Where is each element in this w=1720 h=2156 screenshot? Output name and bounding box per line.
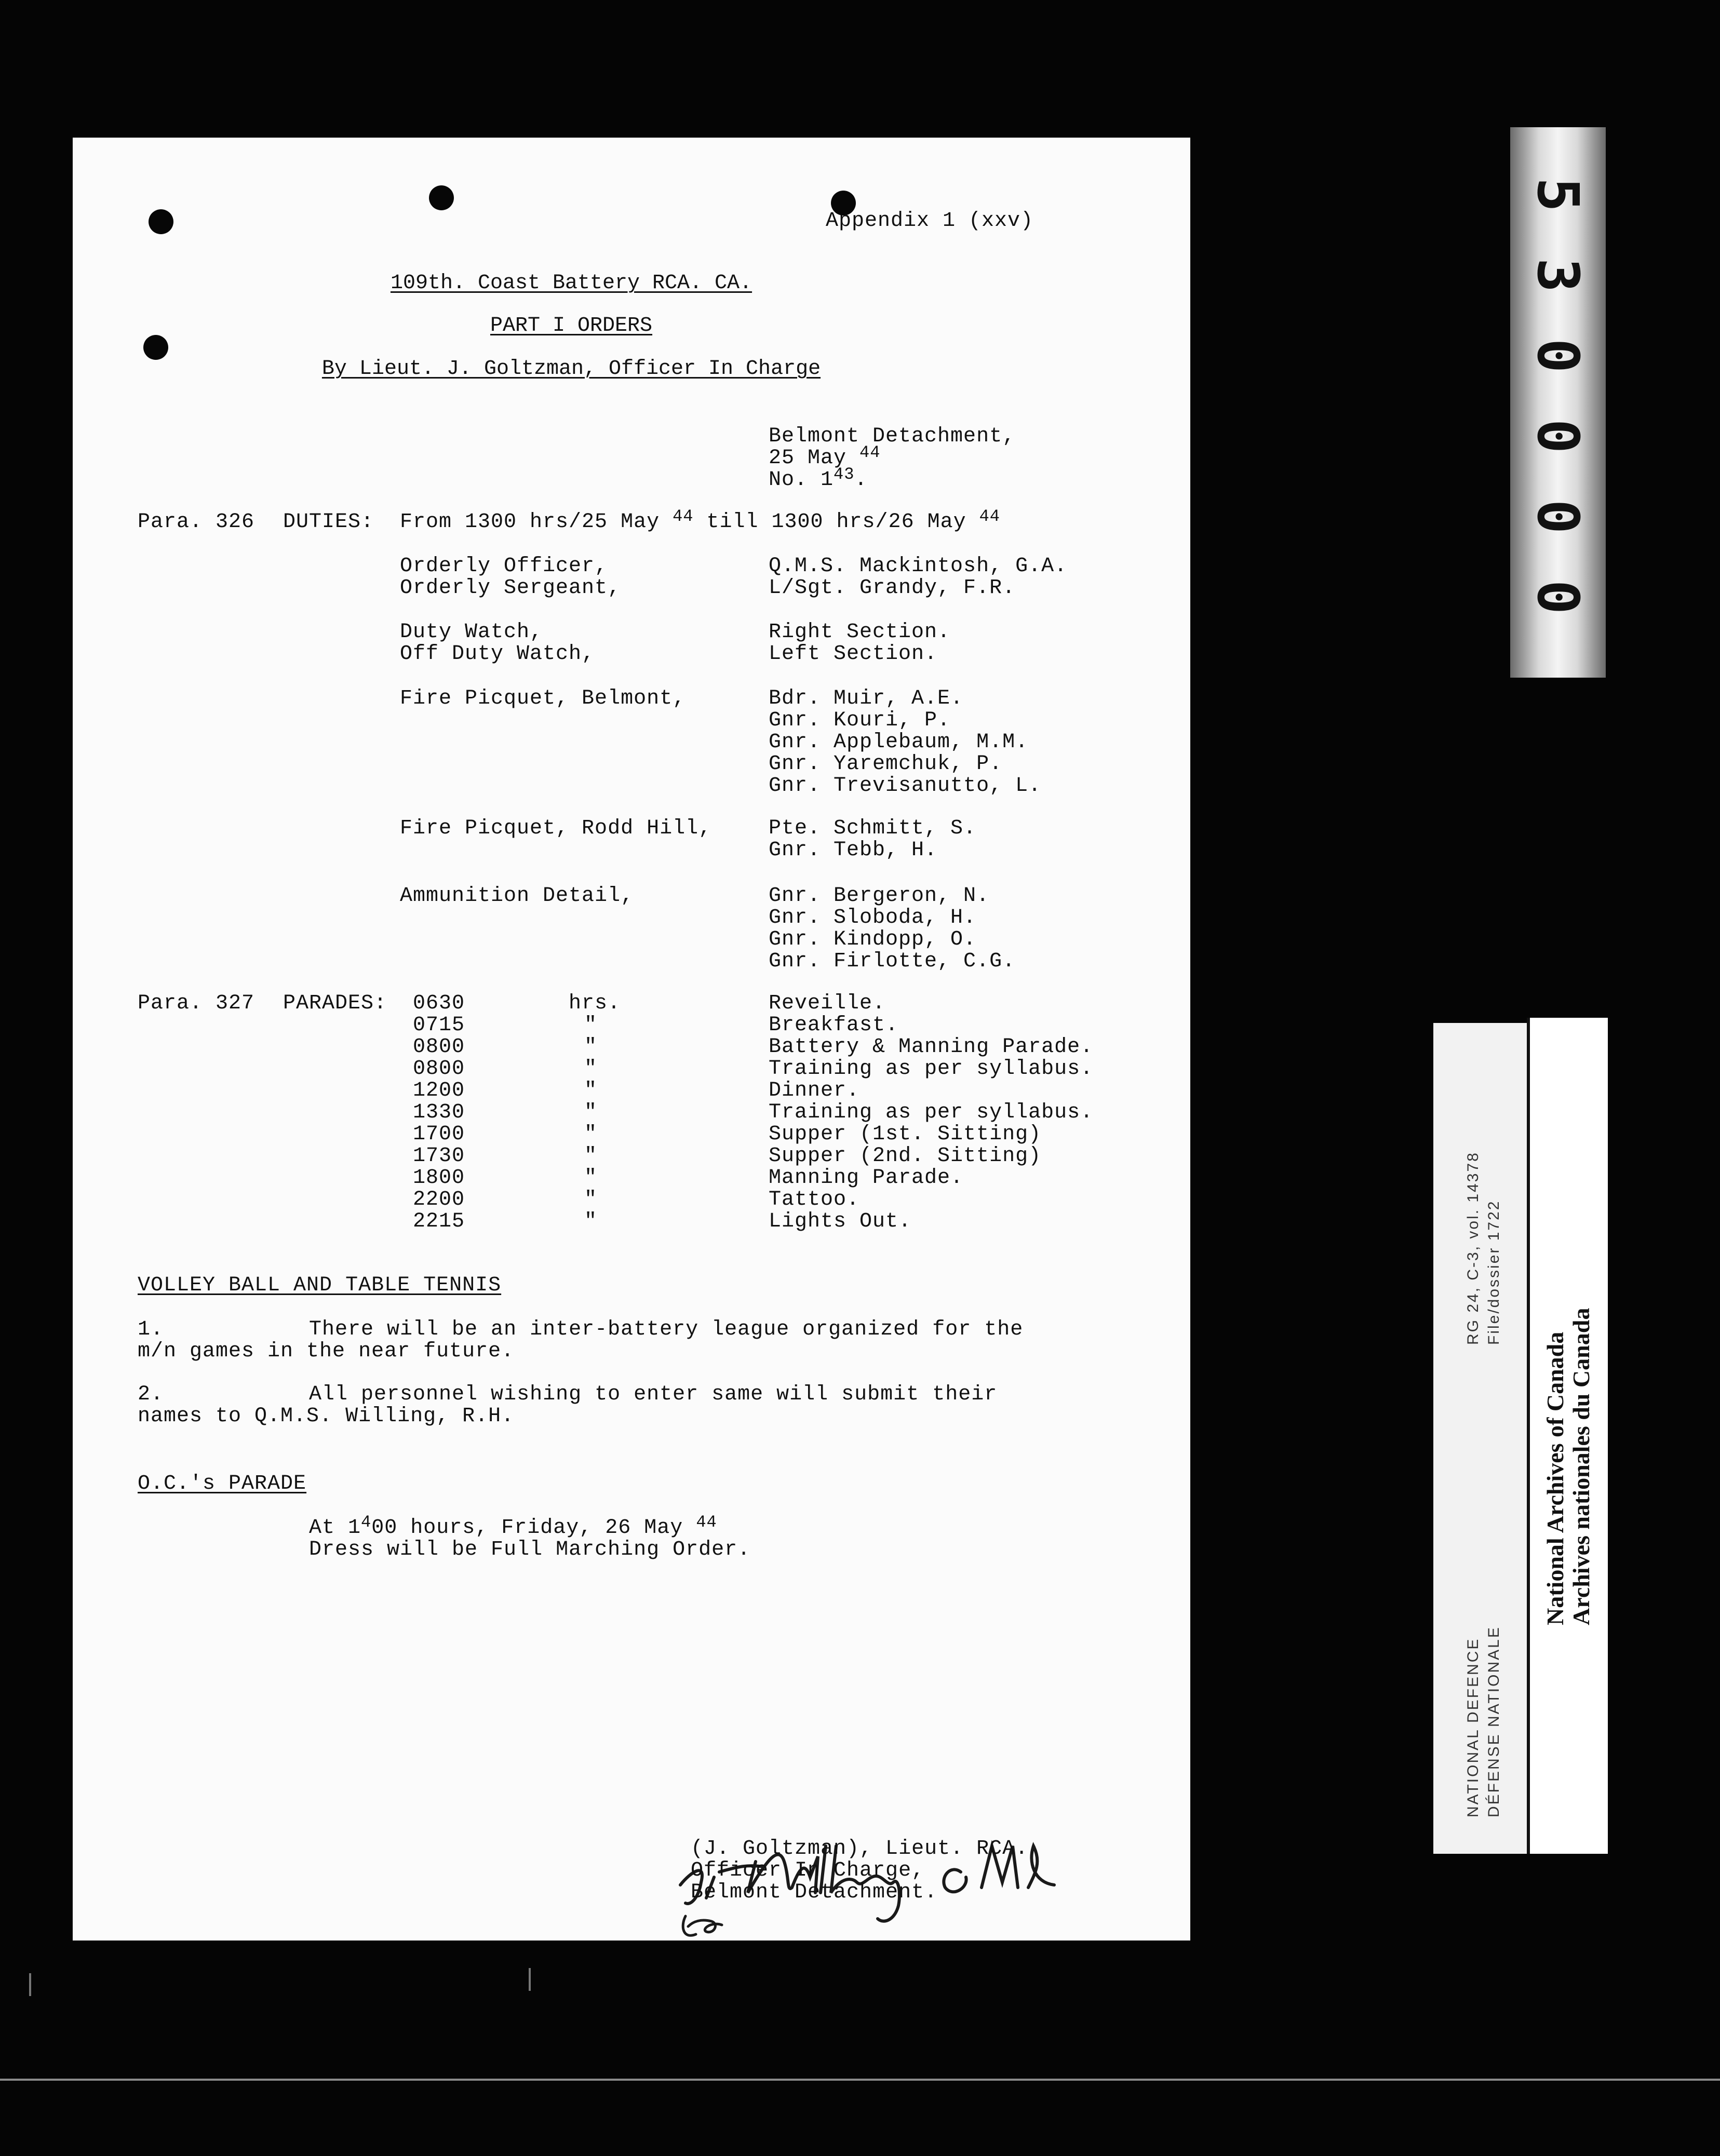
parade-time: 1800 bbox=[413, 1166, 465, 1190]
parade-event: Dinner. bbox=[769, 1079, 860, 1102]
duty-role: Fire Picquet, Belmont, bbox=[400, 687, 686, 710]
duty-role: Orderly Officer, bbox=[400, 555, 608, 578]
duties-heading: DUTIES: bbox=[283, 510, 374, 534]
appendix-label: Appendix 1 (xxv) bbox=[826, 209, 1034, 233]
department-name-fr: DÉFENSE NATIONALE bbox=[1485, 1626, 1502, 1817]
unit-title: 109th. Coast Battery RCA. CA. bbox=[390, 272, 752, 295]
duty-assignee: Left Section. bbox=[769, 642, 938, 666]
signature-name: (J. Goltzman), Lieut. RCA. bbox=[691, 1837, 1029, 1861]
parade-event: Tattoo. bbox=[769, 1188, 860, 1211]
parade-time: 1330 bbox=[413, 1101, 465, 1124]
punch-hole bbox=[143, 335, 168, 360]
frame-digit: 0 bbox=[1525, 338, 1591, 373]
department-name-en: NATIONAL DEFENCE bbox=[1464, 1637, 1482, 1817]
ditto-mark: " bbox=[584, 1188, 598, 1211]
parade-time: 0800 bbox=[413, 1057, 465, 1081]
detachment-line: Belmont Detachment, bbox=[769, 425, 1016, 448]
film-tick-mark bbox=[529, 1968, 531, 1991]
duty-assignee: Gnr. Trevisanutto, L. bbox=[769, 774, 1042, 798]
duty-assignee: Gnr. Applebaum, M.M. bbox=[769, 731, 1029, 754]
archive-reference-line-1: RG 24, C-3, vol. 14378 bbox=[1464, 1151, 1482, 1345]
volley-para-1-line-1: There will be an inter-battery league organized for the bbox=[309, 1318, 1024, 1341]
duty-assignee: Gnr. Bergeron, N. bbox=[769, 884, 990, 908]
ditto-mark: " bbox=[584, 1144, 598, 1168]
frame-digit: 0 bbox=[1525, 499, 1591, 534]
archive-name-label bbox=[1527, 1018, 1608, 1854]
parade-event: Supper (2nd. Sitting) bbox=[769, 1144, 1042, 1168]
duty-assignee: Pte. Schmitt, S. bbox=[769, 817, 977, 840]
oc-parade-dress: Dress will be Full Marching Order. bbox=[309, 1538, 751, 1561]
hrs-label: hrs. bbox=[569, 992, 621, 1015]
para-327-label: Para. 327 bbox=[138, 992, 255, 1015]
volley-para-1-line-2: m/n games in the near future. bbox=[138, 1340, 515, 1363]
duty-assignee: Right Section. bbox=[769, 621, 951, 644]
frame-number-strip bbox=[1510, 127, 1606, 678]
ditto-mark: " bbox=[584, 1123, 598, 1146]
duty-assignee: Gnr. Tebb, H. bbox=[769, 839, 938, 862]
duty-assignee: Q.M.S. Mackintosh, G.A. bbox=[769, 555, 1068, 578]
parade-event: Supper (1st. Sitting) bbox=[769, 1123, 1042, 1146]
frame-digit: 3 bbox=[1525, 258, 1591, 293]
duty-assignee: Gnr. Sloboda, H. bbox=[769, 906, 977, 929]
volley-heading: VOLLEY BALL AND TABLE TENNIS bbox=[138, 1274, 502, 1297]
volley-para-2-line-2: names to Q.M.S. Willing, R.H. bbox=[138, 1405, 515, 1428]
by-line: By Lieut. J. Goltzman, Officer In Charge bbox=[321, 357, 821, 381]
parade-event: Breakfast. bbox=[769, 1014, 899, 1037]
archive-reference-line-2: File/dossier 1722 bbox=[1485, 1200, 1502, 1345]
ditto-mark: " bbox=[584, 1057, 598, 1081]
duty-role: Fire Picquet, Rodd Hill, bbox=[400, 817, 712, 840]
archive-reference-label bbox=[1433, 1023, 1527, 1854]
film-tick-mark bbox=[29, 1973, 31, 1996]
orders-title: PART I ORDERS bbox=[490, 314, 653, 338]
volley-para-2-line-1: All personnel wishing to enter same will submit their bbox=[309, 1383, 998, 1406]
document-page bbox=[73, 138, 1190, 1941]
parade-event: Lights Out. bbox=[769, 1210, 912, 1233]
duties-range: From 1300 hrs/25 May $^{44}$ till 1300 hrs/26 May $^{44}$ bbox=[400, 507, 1000, 534]
ditto-mark: " bbox=[584, 1101, 598, 1124]
archive-name-en: National Archives of Canada bbox=[1542, 1331, 1568, 1625]
duty-role: Duty Watch, bbox=[400, 621, 543, 644]
frame-digit: 5 bbox=[1525, 177, 1591, 212]
duty-assignee: L/Sgt. Grandy, F.R. bbox=[769, 576, 1016, 600]
ditto-mark: " bbox=[584, 1210, 598, 1233]
ditto-mark: " bbox=[584, 1079, 598, 1102]
parade-event: Training as per syllabus. bbox=[769, 1101, 1094, 1124]
duty-role: Orderly Sergeant, bbox=[400, 576, 621, 600]
parade-time: 0800 bbox=[413, 1035, 465, 1059]
duty-assignee: Gnr. Yaremchuk, P. bbox=[769, 752, 1003, 776]
duty-assignee: Gnr. Kindopp, O. bbox=[769, 928, 977, 951]
parade-time: 2215 bbox=[413, 1210, 465, 1233]
frame-digit: 0 bbox=[1525, 580, 1591, 615]
punch-hole bbox=[149, 209, 173, 234]
duty-assignee: Gnr. Kouri, P. bbox=[769, 709, 951, 732]
parade-event: Training as per syllabus. bbox=[769, 1057, 1094, 1081]
punch-hole bbox=[429, 185, 454, 210]
oc-parade-heading: O.C.'s PARADE bbox=[138, 1472, 307, 1495]
duty-assignee: Bdr. Muir, A.E. bbox=[769, 687, 964, 710]
parade-time: 2200 bbox=[413, 1188, 465, 1211]
parade-time: 1700 bbox=[413, 1123, 465, 1146]
parade-time: 1730 bbox=[413, 1144, 465, 1168]
duty-assignee: Gnr. Firlotte, C.G. bbox=[769, 950, 1016, 973]
ditto-mark: " bbox=[584, 1014, 598, 1037]
volley-para-2-number: 2. bbox=[138, 1383, 164, 1406]
signature-title: Officer In Charge, bbox=[691, 1859, 925, 1882]
order-date: 25 May $^{44}$ bbox=[769, 443, 881, 470]
oc-parade-time: At $1^400$ hours, Friday, 26 May $^{44}$ bbox=[309, 1513, 717, 1540]
ditto-mark: " bbox=[584, 1035, 598, 1059]
frame-digit: 0 bbox=[1525, 419, 1591, 454]
parade-event: Manning Parade. bbox=[769, 1166, 964, 1190]
film-edge-line bbox=[0, 2079, 1720, 2081]
parade-time: 1200 bbox=[413, 1079, 465, 1102]
ditto-mark: " bbox=[584, 1166, 598, 1190]
parade-time: 0715 bbox=[413, 1014, 465, 1037]
signature-place: Belmont Detachment. bbox=[691, 1881, 938, 1904]
duty-role: Off Duty Watch, bbox=[400, 642, 595, 666]
volley-para-1-number: 1. bbox=[138, 1318, 164, 1341]
parade-time: 0630 bbox=[413, 992, 465, 1015]
parades-heading: PARADES: bbox=[283, 992, 387, 1015]
parade-event: Reveille. bbox=[769, 992, 886, 1015]
duty-role: Ammunition Detail, bbox=[400, 884, 634, 908]
para-326-label: Para. 326 bbox=[138, 510, 255, 534]
order-number: No. $1^{43}$. bbox=[769, 465, 868, 492]
parade-event: Battery & Manning Parade. bbox=[769, 1035, 1094, 1059]
archive-name-fr: Archives nationales du Canada bbox=[1568, 1308, 1594, 1625]
